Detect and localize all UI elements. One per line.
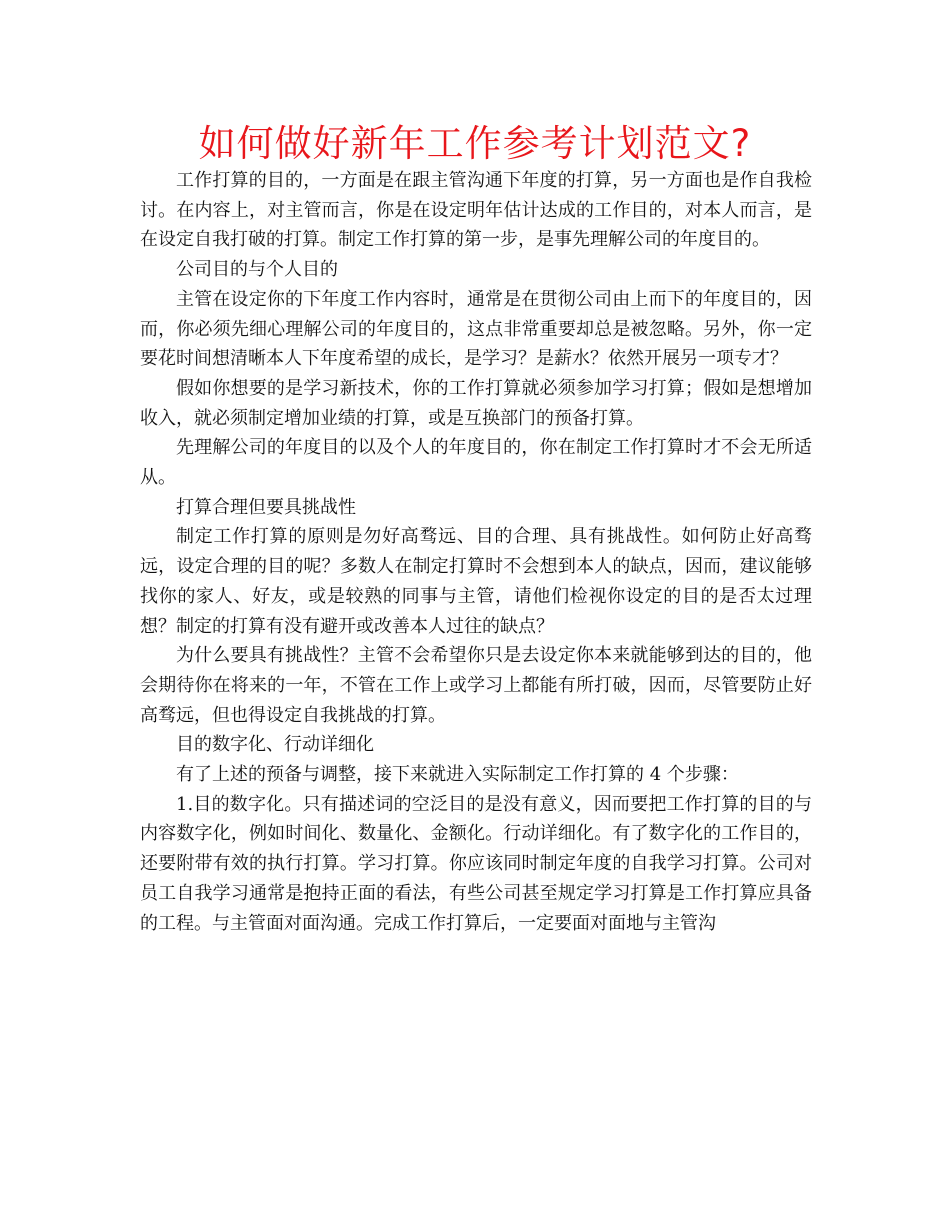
document-title: 如何做好新年工作参考计划范文? — [198, 122, 752, 165]
document-body — [140, 166, 812, 938]
paragraph: 先理解公司的年度目的以及个人的年度目的，你在制定工作打算时才不会无所适从。 — [140, 437, 812, 489]
paragraph: 工作打算的目的，一方面是在跟主管沟通下年度的打算，另一方面也是作自我检讨。在内容上，对主管而言，你是在设定明年估计达成的工作目的，对本人而言，是在设定自我打破的打算。制定工作打算的第一步，是事先理解公司的年度目的。 — [140, 170, 812, 251]
paragraph: 制定工作打算的原则是勿好高骛远、目的合理、具有挑战性。如何防止好高骛远，设定合理的目的呢？多数人在制定打算时不会想到本人的缺点，因而，建议能够找你的家人、好友，或是较熟的同事与主管，请他们检视你设定的目的是否太过理想？制定的打算有没有避开或改善本人过往的缺点？ — [140, 526, 812, 637]
paragraph: 1.目的数字化。只有描述词的空泛目的是没有意义，因而要把工作打算的目的与内容数字化，例如时间化、数量化、金额化。行动详细化。有了数字化的工作目的，还要附带有效的执行打算。学习打算。你应该同时制定年度的自我学习打算。公司对员工自我学习通常是抱持正面的看法，有些公司甚至规定学习打算是工作打算应具备的工程。与主管面对面沟通。完成工作打算后，一定要面对面地与主管沟 — [140, 793, 812, 934]
section-heading: 公司目的与个人目的 — [176, 259, 338, 281]
paragraph: 有了上述的预备与调整，接下来就进入实际制定工作打算的 4 个步骤： — [176, 764, 739, 786]
section-heading: 打算合理但要具挑战性 — [176, 496, 356, 518]
paragraph: 假如你想要的是学习新技术，你的工作打算就必须参加学习打算；假如是想增加收入，就必须制定增加业绩的打算，或是互换部门的预备打算。 — [140, 377, 812, 429]
paragraph: 主管在设定你的下年度工作内容时，通常是在贯彻公司由上而下的年度目的，因而，你必须先细心理解公司的年度目的，这点非常重要却总是被忽略。另外，你一定要花时间想清晰本人下年度希望的成长，是学习？是薪水？依然开展另一项专才？ — [140, 288, 812, 370]
section-heading: 目的数字化、行动详细化 — [176, 734, 374, 756]
paragraph: 为什么要具有挑战性？主管不会希望你只是去设定你本来就能够到达的目的，他会期待你在将来的一年，不管在工作上或学习上都能有所打破，因而，尽管要防止好高骛远，但也得设定自我挑战的打算。 — [140, 645, 812, 726]
